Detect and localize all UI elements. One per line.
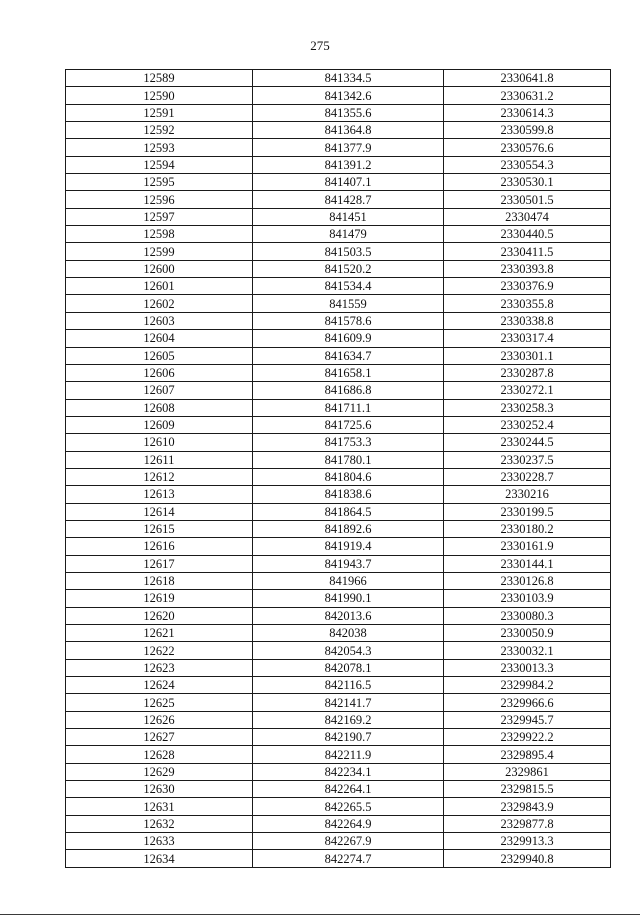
y-coordinate-cell: 2330501.5 [444,191,611,208]
y-coordinate-cell: 2330530.1 [444,174,611,191]
point-id-cell: 12608 [66,399,253,416]
x-coordinate-cell: 841658.1 [253,364,444,381]
y-coordinate-cell: 2329922.2 [444,729,611,746]
page-bottom-edge [0,914,640,915]
x-coordinate-cell: 841355.6 [253,104,444,121]
table-row [66,677,611,694]
point-id-cell: 12602 [66,295,253,312]
table-row [66,659,611,676]
point-id-cell: 12625 [66,694,253,711]
table-row [66,295,611,312]
point-id-cell: 12592 [66,122,253,139]
table-row [66,555,611,572]
table-row [66,347,611,364]
point-id-cell: 12590 [66,87,253,104]
y-coordinate-cell: 2329861 [444,763,611,780]
y-coordinate-cell: 2330338.8 [444,312,611,329]
y-coordinate-cell: 2330301.1 [444,347,611,364]
y-coordinate-cell: 2329843.9 [444,798,611,815]
coordinates-table [65,69,611,868]
x-coordinate-cell: 841919.4 [253,538,444,555]
x-coordinate-cell: 841864.5 [253,503,444,520]
y-coordinate-cell: 2329945.7 [444,711,611,728]
point-id-cell: 12621 [66,625,253,642]
table-row [66,87,611,104]
y-coordinate-cell: 2330287.8 [444,364,611,381]
table-row [66,208,611,225]
table-row [66,503,611,520]
table-row [66,850,611,867]
y-coordinate-cell: 2330080.3 [444,607,611,624]
y-coordinate-cell: 2330355.8 [444,295,611,312]
y-coordinate-cell: 2330576.6 [444,139,611,156]
table-row [66,763,611,780]
y-coordinate-cell: 2330252.4 [444,416,611,433]
table-row [66,104,611,121]
y-coordinate-cell: 2330641.8 [444,70,611,87]
table-row [66,590,611,607]
x-coordinate-cell: 841342.6 [253,87,444,104]
y-coordinate-cell: 2329940.8 [444,850,611,867]
point-id-cell: 12617 [66,555,253,572]
point-id-cell: 12624 [66,677,253,694]
x-coordinate-cell: 841753.3 [253,434,444,451]
point-id-cell: 12629 [66,763,253,780]
point-id-cell: 12599 [66,243,253,260]
x-coordinate-cell: 842190.7 [253,729,444,746]
table-row [66,572,611,589]
table-row [66,468,611,485]
x-coordinate-cell: 842274.7 [253,850,444,867]
y-coordinate-cell: 2330272.1 [444,382,611,399]
y-coordinate-cell: 2329877.8 [444,815,611,832]
point-id-cell: 12593 [66,139,253,156]
point-id-cell: 12600 [66,260,253,277]
point-id-cell: 12609 [66,416,253,433]
table-row [66,191,611,208]
point-id-cell: 12607 [66,382,253,399]
x-coordinate-cell: 842116.5 [253,677,444,694]
x-coordinate-cell: 842141.7 [253,694,444,711]
point-id-cell: 12614 [66,503,253,520]
point-id-cell: 12620 [66,607,253,624]
x-coordinate-cell: 841364.8 [253,122,444,139]
x-coordinate-cell: 841451 [253,208,444,225]
y-coordinate-cell: 2330631.2 [444,87,611,104]
y-coordinate-cell: 2329895.4 [444,746,611,763]
x-coordinate-cell: 842038 [253,625,444,642]
point-id-cell: 12589 [66,70,253,87]
x-coordinate-cell: 842267.9 [253,833,444,850]
y-coordinate-cell: 2329984.2 [444,677,611,694]
x-coordinate-cell: 842054.3 [253,642,444,659]
x-coordinate-cell: 841990.1 [253,590,444,607]
y-coordinate-cell: 2330393.8 [444,260,611,277]
y-coordinate-cell: 2330161.9 [444,538,611,555]
y-coordinate-cell: 2330050.9 [444,625,611,642]
table-row [66,278,611,295]
x-coordinate-cell: 841334.5 [253,70,444,87]
table-row [66,399,611,416]
table-row [66,156,611,173]
table-row [66,70,611,87]
table-row [66,139,611,156]
x-coordinate-cell: 841838.6 [253,486,444,503]
x-coordinate-cell: 841725.6 [253,416,444,433]
y-coordinate-cell: 2330199.5 [444,503,611,520]
point-id-cell: 12591 [66,104,253,121]
table-row [66,798,611,815]
table-row [66,642,611,659]
table-row [66,711,611,728]
point-id-cell: 12610 [66,434,253,451]
y-coordinate-cell: 2330317.4 [444,330,611,347]
x-coordinate-cell: 841780.1 [253,451,444,468]
point-id-cell: 12605 [66,347,253,364]
x-coordinate-cell: 842078.1 [253,659,444,676]
point-id-cell: 12606 [66,364,253,381]
point-id-cell: 12632 [66,815,253,832]
table-row [66,243,611,260]
y-coordinate-cell: 2330376.9 [444,278,611,295]
x-coordinate-cell: 841578.6 [253,312,444,329]
point-id-cell: 12623 [66,659,253,676]
table-row [66,607,611,624]
point-id-cell: 12594 [66,156,253,173]
x-coordinate-cell: 841503.5 [253,243,444,260]
point-id-cell: 12611 [66,451,253,468]
x-coordinate-cell: 841943.7 [253,555,444,572]
y-coordinate-cell: 2330013.3 [444,659,611,676]
x-coordinate-cell: 841559 [253,295,444,312]
table-row [66,122,611,139]
coordinates-table-body [66,70,611,868]
x-coordinate-cell: 842264.9 [253,815,444,832]
x-coordinate-cell: 841534.4 [253,278,444,295]
point-id-cell: 12612 [66,468,253,485]
table-row [66,833,611,850]
point-id-cell: 12626 [66,711,253,728]
x-coordinate-cell: 841520.2 [253,260,444,277]
point-id-cell: 12615 [66,520,253,537]
point-id-cell: 12613 [66,486,253,503]
table-row [66,694,611,711]
table-row [66,226,611,243]
x-coordinate-cell: 841391.2 [253,156,444,173]
y-coordinate-cell: 2330228.7 [444,468,611,485]
table-row [66,520,611,537]
x-coordinate-cell: 841609.9 [253,330,444,347]
x-coordinate-cell: 841479 [253,226,444,243]
table-row [66,434,611,451]
point-id-cell: 12627 [66,729,253,746]
y-coordinate-cell: 2330032.1 [444,642,611,659]
point-id-cell: 12618 [66,572,253,589]
y-coordinate-cell: 2329913.3 [444,833,611,850]
table-row [66,330,611,347]
point-id-cell: 12633 [66,833,253,850]
point-id-cell: 12595 [66,174,253,191]
point-id-cell: 12601 [66,278,253,295]
x-coordinate-cell: 841428.7 [253,191,444,208]
y-coordinate-cell: 2330237.5 [444,451,611,468]
point-id-cell: 12630 [66,781,253,798]
table-row [66,729,611,746]
x-coordinate-cell: 842169.2 [253,711,444,728]
point-id-cell: 12603 [66,312,253,329]
y-coordinate-cell: 2329815.5 [444,781,611,798]
y-coordinate-cell: 2330599.8 [444,122,611,139]
table-row [66,364,611,381]
y-coordinate-cell: 2330216 [444,486,611,503]
x-coordinate-cell: 842264.1 [253,781,444,798]
x-coordinate-cell: 841377.9 [253,139,444,156]
y-coordinate-cell: 2330244.5 [444,434,611,451]
point-id-cell: 12634 [66,850,253,867]
y-coordinate-cell: 2330258.3 [444,399,611,416]
y-coordinate-cell: 2330103.9 [444,590,611,607]
point-id-cell: 12628 [66,746,253,763]
y-coordinate-cell: 2330180.2 [444,520,611,537]
y-coordinate-cell: 2330440.5 [444,226,611,243]
y-coordinate-cell: 2330144.1 [444,555,611,572]
point-id-cell: 12604 [66,330,253,347]
y-coordinate-cell: 2330614.3 [444,104,611,121]
x-coordinate-cell: 841804.6 [253,468,444,485]
y-coordinate-cell: 2330474 [444,208,611,225]
x-coordinate-cell: 842265.5 [253,798,444,815]
point-id-cell: 12597 [66,208,253,225]
x-coordinate-cell: 841407.1 [253,174,444,191]
table-row [66,260,611,277]
table-row [66,815,611,832]
table-row [66,625,611,642]
y-coordinate-cell: 2330411.5 [444,243,611,260]
table-row [66,451,611,468]
x-coordinate-cell: 841634.7 [253,347,444,364]
table-row [66,174,611,191]
point-id-cell: 12622 [66,642,253,659]
x-coordinate-cell: 842013.6 [253,607,444,624]
x-coordinate-cell: 841892.6 [253,520,444,537]
x-coordinate-cell: 842234.1 [253,763,444,780]
point-id-cell: 12631 [66,798,253,815]
x-coordinate-cell: 842211.9 [253,746,444,763]
table-row [66,746,611,763]
x-coordinate-cell: 841711.1 [253,399,444,416]
y-coordinate-cell: 2330126.8 [444,572,611,589]
table-row [66,312,611,329]
table-row [66,416,611,433]
point-id-cell: 12619 [66,590,253,607]
table-row [66,486,611,503]
y-coordinate-cell: 2330554.3 [444,156,611,173]
point-id-cell: 12596 [66,191,253,208]
x-coordinate-cell: 841966 [253,572,444,589]
x-coordinate-cell: 841686.8 [253,382,444,399]
point-id-cell: 12616 [66,538,253,555]
page-number: 275 [310,38,330,53]
point-id-cell: 12598 [66,226,253,243]
table-row [66,538,611,555]
y-coordinate-cell: 2329966.6 [444,694,611,711]
table-row [66,781,611,798]
table-row [66,382,611,399]
